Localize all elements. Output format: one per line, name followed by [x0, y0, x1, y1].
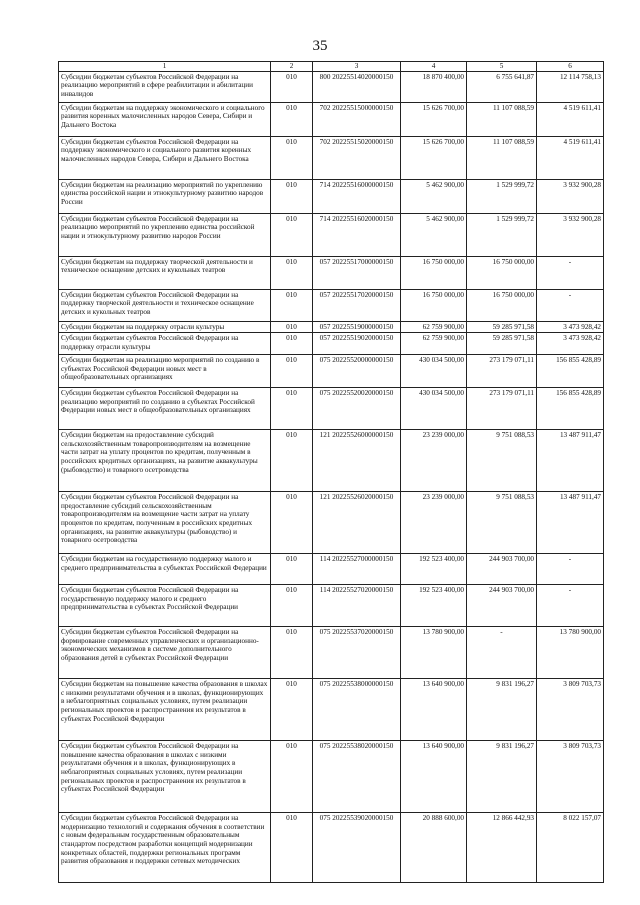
row-approved: 430 034 500,00 [401, 388, 467, 430]
row-classification-code: 075 20225538020000150 [313, 741, 401, 813]
row-name: Субсидии бюджетам субъектов Российской Федерации на предоставление субсидий сельскохозяйственным товаропроизводителям на возмещение части затрат на уплату процентов по кредитам, полученным в российских кредитных организациях, на развитие аквакультуры (рыбоводство) и товарного осетроводства [59, 492, 271, 554]
table-row [59, 256, 604, 289]
row-name: Субсидии бюджетам на государственную поддержку малого и среднего предпринимательства в субъектах Российской Федерации [59, 554, 271, 585]
row-executed: - [467, 627, 537, 679]
row-classification-code: 702 20225515000000150 [313, 102, 401, 136]
row-name: Субсидии бюджетам субъектов Российской Федерации на реализацию мероприятий по укреплению единства российской нации и этнокультурному развитию народов России [59, 213, 271, 256]
table-row [59, 355, 604, 388]
table-row [59, 741, 604, 813]
row-name: Субсидии бюджетам субъектов Российской Федерации на повышение качества образования в школах с низкими результатами обучения и в школах, функционирующих в неблагоприятных социальных условиях, путем реализации региональных проектов и распространения их результатов в субъектах Российской Федерации [59, 741, 271, 813]
row-classification-code: 075 20225537020000150 [313, 627, 401, 679]
row-executed: 1 529 999,72 [467, 213, 537, 256]
row-classification-code: 075 20225538000000150 [313, 679, 401, 741]
row-code: 010 [271, 333, 313, 355]
table-row [59, 585, 604, 627]
row-code: 010 [271, 289, 313, 321]
row-name: Субсидии бюджетам на поддержку экономического и социального развития коренных малочисленных народов Севера, Сибири и Дальнего Востока [59, 102, 271, 136]
row-code: 010 [271, 554, 313, 585]
table-row [59, 554, 604, 585]
table-row [59, 430, 604, 492]
table-row [59, 333, 604, 355]
row-code: 010 [271, 136, 313, 179]
row-classification-code: 800 20225514020000150 [313, 71, 401, 102]
row-approved: 16 750 000,00 [401, 289, 467, 321]
row-remaining: 8 022 157,07 [537, 813, 604, 883]
row-approved: 62 759 900,00 [401, 333, 467, 355]
row-executed: 6 755 641,87 [467, 71, 537, 102]
column-header: 4 [401, 62, 467, 72]
row-approved: 192 523 400,00 [401, 585, 467, 627]
page-number: 35 [312, 38, 328, 54]
row-name: Субсидии бюджетам на поддержку творческой деятельности и техническое оснащение детских и кукольных театров [59, 256, 271, 289]
row-classification-code: 714 20225516000000150 [313, 179, 401, 213]
row-name: Субсидии бюджетам субъектов Российской Федерации на модернизацию технологий и содержания обучения в соответствии с новым федеральным государственным образовательным стандартом посредством разработки концепций модернизации конкретных областей, поддержки региональных программ развития образования и поддержки сетевых методических [59, 813, 271, 883]
table-row [59, 289, 604, 321]
row-executed: 9 831 196,27 [467, 679, 537, 741]
row-remaining: - [537, 585, 604, 627]
column-header: 3 [313, 62, 401, 72]
table-row [59, 388, 604, 430]
row-approved: 13 780 900,00 [401, 627, 467, 679]
row-remaining: - [537, 256, 604, 289]
row-approved: 23 239 000,00 [401, 430, 467, 492]
row-code: 010 [271, 256, 313, 289]
row-classification-code: 057 20225519000000150 [313, 321, 401, 333]
column-header: 5 [467, 62, 537, 72]
row-code: 010 [271, 179, 313, 213]
row-remaining: 3 473 928,42 [537, 333, 604, 355]
row-executed: 11 107 088,59 [467, 102, 537, 136]
row-executed: 11 107 088,59 [467, 136, 537, 179]
table-row [59, 136, 604, 179]
column-header: 1 [59, 62, 271, 72]
row-name: Субсидии бюджетам на реализацию мероприятий по укреплению единства российской нации и этнокультурному развитию народов России [59, 179, 271, 213]
row-code: 010 [271, 741, 313, 813]
row-approved: 15 626 700,00 [401, 102, 467, 136]
row-approved: 192 523 400,00 [401, 554, 467, 585]
table-row [59, 179, 604, 213]
row-name: Субсидии бюджетам субъектов Российской Федерации на поддержку отрасли культуры [59, 333, 271, 355]
row-remaining: 4 519 611,41 [537, 102, 604, 136]
row-executed: 59 285 971,58 [467, 333, 537, 355]
row-classification-code: 121 20225526000000150 [313, 430, 401, 492]
table-row [59, 679, 604, 741]
row-executed: 273 179 071,11 [467, 355, 537, 388]
row-remaining: 3 932 900,28 [537, 213, 604, 256]
row-classification-code: 114 20225527020000150 [313, 585, 401, 627]
row-classification-code: 057 20225519020000150 [313, 333, 401, 355]
row-approved: 18 870 400,00 [401, 71, 467, 102]
row-approved: 15 626 700,00 [401, 136, 467, 179]
table-row [59, 71, 604, 102]
row-code: 010 [271, 430, 313, 492]
row-code: 010 [271, 213, 313, 256]
row-remaining: 3 809 703,73 [537, 741, 604, 813]
row-name: Субсидии бюджетам субъектов Российской Федерации на поддержку экономического и социального развития коренных малочисленных народов Севера, Сибири и Дальнего Востока [59, 136, 271, 179]
row-name: Субсидии бюджетам субъектов Российской Федерации на реализацию мероприятий в сфере реабилитации и абилитации инвалидов [59, 71, 271, 102]
table-row [59, 813, 604, 883]
row-approved: 13 640 900,00 [401, 679, 467, 741]
row-name: Субсидии бюджетам на реализацию мероприятий по созданию в субъектах Российской Федерации новых мест в общеобразовательных организациях [59, 355, 271, 388]
row-name: Субсидии бюджетам субъектов Российской Федерации на государственную поддержку малого и среднего предпринимательства в субъектах Российской Федерации [59, 585, 271, 627]
row-code: 010 [271, 388, 313, 430]
row-classification-code: 121 20225526020000150 [313, 492, 401, 554]
table-row [59, 321, 604, 333]
row-executed: 12 866 442,93 [467, 813, 537, 883]
row-classification-code: 714 20225516020000150 [313, 213, 401, 256]
row-classification-code: 702 20225515020000150 [313, 136, 401, 179]
row-approved: 5 462 900,00 [401, 179, 467, 213]
row-code: 010 [271, 71, 313, 102]
row-executed: 9 751 088,53 [467, 492, 537, 554]
row-approved: 20 888 600,00 [401, 813, 467, 883]
column-header: 6 [537, 62, 604, 72]
row-remaining: 13 780 900,00 [537, 627, 604, 679]
row-code: 010 [271, 492, 313, 554]
row-executed: 273 179 071,11 [467, 388, 537, 430]
row-remaining: 3 473 928,42 [537, 321, 604, 333]
row-approved: 62 759 900,00 [401, 321, 467, 333]
row-executed: 16 750 000,00 [467, 289, 537, 321]
row-executed: 16 750 000,00 [467, 256, 537, 289]
table-row [59, 213, 604, 256]
row-code: 010 [271, 321, 313, 333]
row-name: Субсидии бюджетам субъектов Российской Федерации на поддержку творческой деятельности и техническое оснащение детских и кукольных театров [59, 289, 271, 321]
table-row [59, 492, 604, 554]
row-executed: 244 903 700,00 [467, 554, 537, 585]
column-header: 2 [271, 62, 313, 72]
row-remaining: 156 855 428,89 [537, 355, 604, 388]
row-remaining: 3 809 703,73 [537, 679, 604, 741]
row-classification-code: 075 20225520000000150 [313, 355, 401, 388]
table-row [59, 627, 604, 679]
row-executed: 59 285 971,58 [467, 321, 537, 333]
row-name: Субсидии бюджетам субъектов Российской Федерации на формирование современных управленческих и организационно-экономических механизмов в системе дополнительного образования детей в субъектах Российской Федерации [59, 627, 271, 679]
row-code: 010 [271, 627, 313, 679]
row-code: 010 [271, 813, 313, 883]
row-name: Субсидии бюджетам на повышение качества образования в школах с низкими результатами обучения и в школах, функционирующих в неблагоприятных социальных условиях, путем реализации региональных проектов и распространения их результатов в субъектах Российской Федерации [59, 679, 271, 741]
row-remaining: 4 519 611,41 [537, 136, 604, 179]
row-approved: 5 462 900,00 [401, 213, 467, 256]
row-remaining: - [537, 554, 604, 585]
row-executed: 9 831 196,27 [467, 741, 537, 813]
row-approved: 23 239 000,00 [401, 492, 467, 554]
row-name: Субсидии бюджетам субъектов Российской Федерации на реализацию мероприятий по созданию в субъектах Российской Федерации новых мест в общеобразовательных организациях [59, 388, 271, 430]
row-classification-code: 114 20225527000000150 [313, 554, 401, 585]
row-executed: 9 751 088,53 [467, 430, 537, 492]
row-remaining: - [537, 289, 604, 321]
row-remaining: 13 487 911,47 [537, 492, 604, 554]
row-approved: 16 750 000,00 [401, 256, 467, 289]
row-remaining: 13 487 911,47 [537, 430, 604, 492]
row-code: 010 [271, 679, 313, 741]
row-name: Субсидии бюджетам на предоставление субсидий сельскохозяйственным товаропроизводителям на возмещение части затрат на уплату процентов по кредитам, полученным в российских кредитных организациях, на развитие аквакультуры (рыбоводство) и товарного осетроводства [59, 430, 271, 492]
row-executed: 244 903 700,00 [467, 585, 537, 627]
row-name: Субсидии бюджетам на поддержку отрасли культуры [59, 321, 271, 333]
table-row [59, 102, 604, 136]
row-remaining: 156 855 428,89 [537, 388, 604, 430]
row-approved: 430 034 500,00 [401, 355, 467, 388]
row-remaining: 12 114 758,13 [537, 71, 604, 102]
row-classification-code: 057 20225517000000150 [313, 256, 401, 289]
row-code: 010 [271, 585, 313, 627]
row-classification-code: 075 20225520020000150 [313, 388, 401, 430]
row-code: 010 [271, 355, 313, 388]
row-executed: 1 529 999,72 [467, 179, 537, 213]
row-remaining: 3 932 900,28 [537, 179, 604, 213]
row-code: 010 [271, 102, 313, 136]
row-classification-code: 057 20225517020000150 [313, 289, 401, 321]
table-header-row [59, 62, 604, 72]
budget-table [58, 61, 604, 883]
row-approved: 13 640 900,00 [401, 741, 467, 813]
row-classification-code: 075 20225539020000150 [313, 813, 401, 883]
